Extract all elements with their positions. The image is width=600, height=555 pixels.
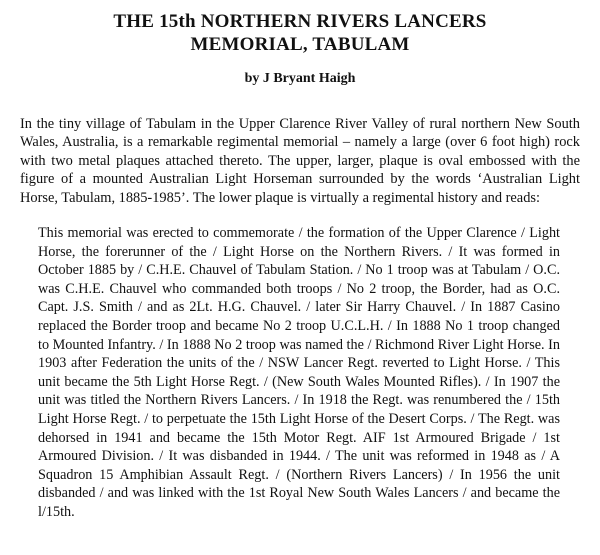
intro-paragraph: In the tiny village of Tabulam in the Upper Clarence River Valley of rural northern New South Wales, Australia, is a remarkable regimental memorial – namely a large (over 6 foot high) rock with two metal plaques attached thereto. The upper, larger, plaque is oval embossed with the figure of a mounted Australian Light Horseman surrounded by the words ‘Australian Light Horse, Tabulam, 1885-1985’. The lower plaque is virtually a regimental history and reads: bbox=[20, 116, 580, 206]
plaque-inscription-quote: This memorial was erected to commemorate / the formation of the Upper Clarence / Light Horse, the forerunner of the / Light Horse on the Northern Rivers. / It was formed in October 1885 by / C.H.E. Chauvel of Tabulam Station. / No 1 troop was at Tabulam / O.C. was C.H.E. Chauvel who commanded both troops / No 2 troop, the Border, had as O.C. Capt. J.S. Smith / and as 2Lt. H.G. Chauvel. / later Sir Harry Chauvel. / In 1887 Casino replaced the Border troop and became No 2 troop U.C.L.H. / In 1888 No 1 troop changed to Mounted Infantry. / In 1888 No 2 troop was named the / Richmond River Light Horse. In 1903 after Federation the units of the / NSW Lancer Regt. reverted to Light Horse. / This unit became the 5th Light Horse Regt. / (New South Wales Mounted Rifles). / In 1907 the unit was titled the Northern Rivers Lancers. / In 1918 the Regt. was renumbered the / 15th Light Horse Regt. / to perpetuate the 15th Light Horse of the Desert Corps. / The Regt. was dehorsed in 1941 and became the 15th Motor Regt. AIF 1st Armoured Brigade / 1st Armoured Division. / It was disbanded in 1944. / The unit was reformed in 1948 as / A Squadron 15 Amphibian Assault Regt. / (Northern Rivers Lancers) / In 1956 the unit disbanded / and was linked with the 1st Royal New South Wales Lancers / and became the l/15th. bbox=[38, 225, 560, 520]
article-title-line-2: MEMORIAL, TABULAM bbox=[190, 34, 410, 55]
article-title bbox=[0, 10, 600, 56]
article-title-line-1: THE 15th NORTHERN RIVERS LANCERS bbox=[113, 11, 487, 32]
author-byline: by J Bryant Haigh bbox=[244, 71, 356, 86]
